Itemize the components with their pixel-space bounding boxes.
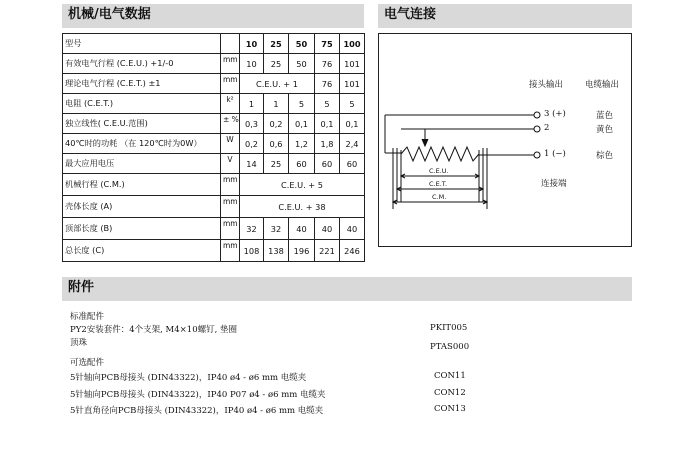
spec-value: 0,3 [240,114,264,134]
spec-row [63,174,365,196]
spec-unit: mm [221,54,240,74]
section-title-accessories: 附件 [62,277,632,301]
spec-value: 246 [340,240,365,262]
pin-1-color: 棕色 [596,151,614,161]
spec-value: 0,6 [264,134,289,154]
spec-merged-value: C.E.U. + 1 [240,74,315,94]
spec-row [63,134,365,154]
spec-value: 25 [264,154,289,174]
standard-accessories-title: 标准配件 [70,312,105,322]
spec-merged-value: C.E.U. + 38 [240,196,365,218]
section-title-electrical: 电气连接 [378,4,632,28]
spec-value: 32 [240,218,264,240]
spec-unit: V [221,154,240,174]
pin-2-color: 黄色 [596,125,614,135]
spec-row [63,240,365,262]
spec-row [63,54,365,74]
spec-row [63,196,365,218]
spec-label: 有效电气行程 (C.E.U.) +1/-0 [63,54,221,74]
spec-value: 10 [240,54,264,74]
spec-value: 60 [289,154,315,174]
optional-item-code: CON13 [434,404,466,414]
optional-item-desc: 5针轴向PCB母接头 (DIN43322)，IP40 ø4 - ø6 mm 电缆夹 [70,373,307,383]
spec-unit: k² [221,94,240,114]
spec-row [63,94,365,114]
spec-merged-value: C.E.U. + 5 [240,174,365,196]
spec-value: 196 [289,240,315,262]
spec-value: 5 [289,94,315,114]
spec-value: 5 [315,94,340,114]
spec-value: 50 [289,34,315,54]
spec-value: 108 [240,240,264,262]
pin-3-label: 3 (+) [544,109,566,119]
spec-value: 25 [264,54,289,74]
spec-value: 101 [340,74,365,94]
standard-item-desc: PY2安装套件：4个支架, M4×10螺钉, 垫圈 [70,325,238,335]
spec-value: 101 [340,54,365,74]
spec-unit: mm [221,174,240,196]
terminal-label: 连接端 [541,179,567,189]
wiring-schematic [379,34,633,248]
optional-item-code: CON11 [434,371,466,381]
spec-label: 最大应用电压 [63,154,221,174]
spec-label: 型号 [63,34,221,54]
spec-value: 25 [264,34,289,54]
optional-item-code: CON12 [434,388,466,398]
spec-unit: W [221,134,240,154]
spec-label: 机械行程 (C.M.) [63,174,221,196]
spec-unit: mm [221,218,240,240]
spec-value: 221 [315,240,340,262]
spec-unit: mm [221,196,240,218]
spec-label: 壳体长度 (A) [63,196,221,218]
spec-value: 76 [315,54,340,74]
spec-table [62,33,365,262]
dim-cet-label: C.E.T. [429,180,448,188]
spec-label: 电阻 (C.E.T.) [63,94,221,114]
pin-2-label: 2 [544,123,550,133]
spec-value: 40 [315,218,340,240]
header-cable-output: 电缆输出 [585,80,620,90]
spec-label: 40℃时的功耗 （在 120℃时为0W） [63,134,221,154]
spec-value: 60 [340,154,365,174]
spec-value: 14 [240,154,264,174]
spec-unit: mm [221,74,240,94]
spec-label: 独立线性( C.E.U.范围) [63,114,221,134]
optional-item-desc: 5针轴向PCB母接头 (DIN43322)，IP40 P07 ø4 - ø6 mm 电缆夹 [70,390,326,400]
spec-row [63,154,365,174]
spec-label: 总长度 (C) [63,240,221,262]
standard-item-code: PKIT005 [430,323,468,333]
wiring-diagram [378,33,632,247]
spec-label: 理论电气行程 (C.E.T.) ±1 [63,74,221,94]
spec-value: 1,8 [315,134,340,154]
spec-value: 60 [315,154,340,174]
spec-value: 0,1 [340,114,365,134]
header-plug-output: 接头输出 [529,80,564,90]
spec-value: 76 [315,74,340,94]
spec-value: 1 [264,94,289,114]
spec-value: 40 [340,218,365,240]
spec-label: 顶部长度 (B) [63,218,221,240]
dim-cm-label: C.M. [432,193,447,201]
spec-unit: ± % [221,114,240,134]
optional-accessories-title: 可选配件 [70,358,105,368]
spec-header-row [63,34,365,54]
spec-value: 2,4 [340,134,365,154]
standard-item-desc: 顶珠 [70,338,88,348]
spec-value: 0,1 [289,114,315,134]
spec-value: 50 [289,54,315,74]
optional-item-desc: 5针直角径向PCB母接头 (DIN43322)，IP40 ø4 - ø6 mm 电缆夹 [70,406,324,416]
spec-value: 0,2 [264,114,289,134]
spec-value: 1 [240,94,264,114]
spec-value: 75 [315,34,340,54]
spec-value: 0,1 [315,114,340,134]
spec-value: 100 [340,34,365,54]
spec-value: 1,2 [289,134,315,154]
spec-row [63,114,365,134]
section-title-mechanical: 机械/电气数据 [62,4,364,28]
spec-value: 32 [264,218,289,240]
spec-row [63,218,365,240]
spec-value: 10 [240,34,264,54]
spec-row [63,74,365,94]
standard-item-code: PTAS000 [430,342,470,352]
pin-3-color: 蓝色 [596,111,614,121]
dim-ceu-label: C.E.U. [429,167,449,175]
spec-value: 0,2 [240,134,264,154]
spec-unit: mm [221,240,240,262]
spec-value: 138 [264,240,289,262]
spec-value: 40 [289,218,315,240]
pin-1-label: 1 (−) [544,149,566,159]
spec-value: 5 [340,94,365,114]
spec-unit [221,34,240,54]
